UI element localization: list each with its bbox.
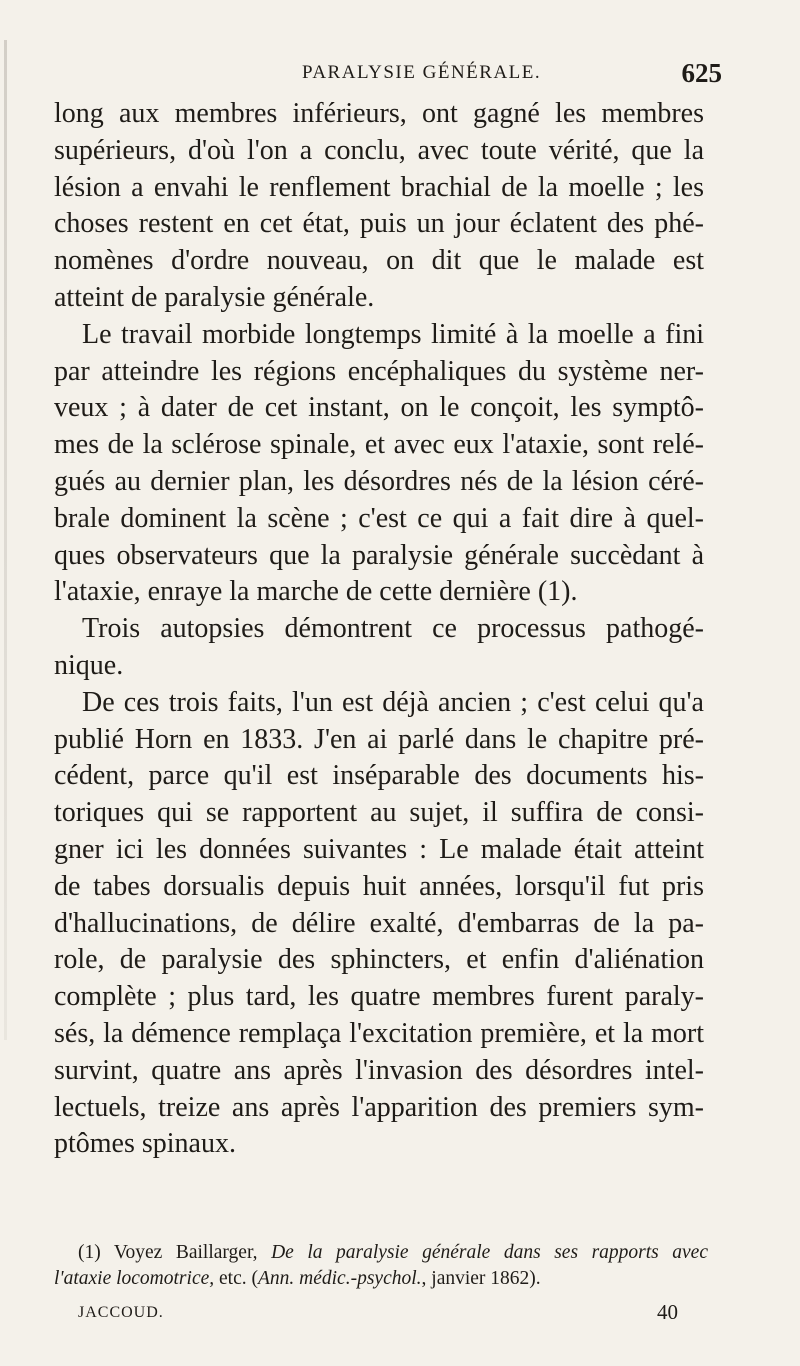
sheet-number: 40 — [657, 1300, 678, 1324]
footnote-line — [54, 1266, 708, 1292]
text-line: complète ; plus tard, les quatre membres furent paraly- — [54, 981, 704, 1013]
text-line: ques observateurs que la paralysie générale succèdant à — [54, 539, 704, 571]
text-line: supérieurs, d'où l'on a conclu, avec toute vérité, que la — [54, 134, 704, 166]
text-line: par atteindre les régions encéphaliques du système ner- — [54, 355, 704, 387]
text-line: de tabes dorsualis depuis huit années, lorsqu'il fut pris — [54, 870, 704, 902]
text-line: d'hallucinations, de délire exalté, d'embarras de la pa- — [54, 907, 704, 939]
text-line: gués au dernier plan, les désordres nés de la lésion céré- — [54, 465, 704, 497]
body-text — [54, 96, 704, 1163]
text-line: nomènes d'ordre nouveau, on dit que le malade est — [54, 245, 704, 277]
footnote-journal: Ann. médic.-psychol. — [257, 1268, 422, 1289]
text-line: nique. — [54, 649, 124, 681]
text-line: lésion a envahi le renflement brachial de la moelle ; les — [54, 171, 704, 203]
text-line: Le travail morbide longtemps limité à la moelle a fini — [82, 318, 704, 350]
footnote-author: Voyez Baillarger, — [113, 1242, 258, 1263]
text-line: mes de la sclérose spinale, et avec eux l'ataxie, sont relé- — [54, 429, 704, 461]
text-line: publié Horn en 1833. J'en ai parlé dans le chapitre pré- — [54, 723, 704, 755]
signature-mark: JACCOUD. — [78, 1304, 164, 1321]
footnote-title: De la paralysie générale dans ses rapports avec — [271, 1242, 708, 1263]
footnote-title-cont: l'ataxie locomotrice, — [54, 1268, 215, 1289]
footnote-etc: etc. ( — [219, 1268, 258, 1289]
footnote-date: , janvier 1862). — [421, 1268, 541, 1289]
text-line: brale dominent la scène ; c'est ce qui a fait dire à quel- — [54, 502, 704, 534]
text-line: long aux membres inférieurs, ont gagné les membres — [54, 98, 704, 129]
text-line: cédent, parce qu'il est inséparable des documents his- — [54, 760, 704, 792]
running-head: PARALYSIE GÉNÉRALE. — [302, 62, 542, 83]
text-line: ptômes spinaux. — [54, 1128, 236, 1160]
text-line: veux ; à dater de cet instant, on le conçoit, les symptô- — [54, 392, 704, 424]
text-line: sés, la démence remplaça l'excitation première, et la mort — [54, 1017, 704, 1049]
text-line: atteint de paralysie générale. — [54, 281, 375, 313]
text-line: l'ataxie, enraye la marche de cette dernière (1). — [54, 576, 578, 608]
text-line: lectuels, treize ans après l'apparition des premiers sym- — [54, 1091, 704, 1123]
signature-row — [78, 1300, 678, 1330]
footnote — [54, 1240, 708, 1292]
text-line: toriques qui se rapportent au sujet, il suffira de consi- — [54, 797, 704, 829]
text-line: survint, quatre ans après l'invasion des désordres intel- — [54, 1054, 704, 1086]
text-line: De ces trois faits, l'un est déjà ancien ; c'est celui qu'a — [82, 686, 704, 718]
text-line: Trois autopsies démontrent ce processus pathogé- — [82, 613, 704, 645]
page-number: 625 — [681, 58, 722, 88]
footnote-line — [54, 1240, 708, 1266]
page-header — [252, 60, 722, 90]
footnote-marker: (1) — [78, 1242, 101, 1263]
text-line: role, de paralysie des sphincters, et enfin d'aliénation — [54, 944, 704, 976]
text-line: gner ici les données suivantes : Le malade était atteint — [54, 833, 704, 865]
binding-shadow — [4, 40, 7, 1040]
text-line: choses restent en cet état, puis un jour éclatent des phé- — [54, 208, 704, 240]
